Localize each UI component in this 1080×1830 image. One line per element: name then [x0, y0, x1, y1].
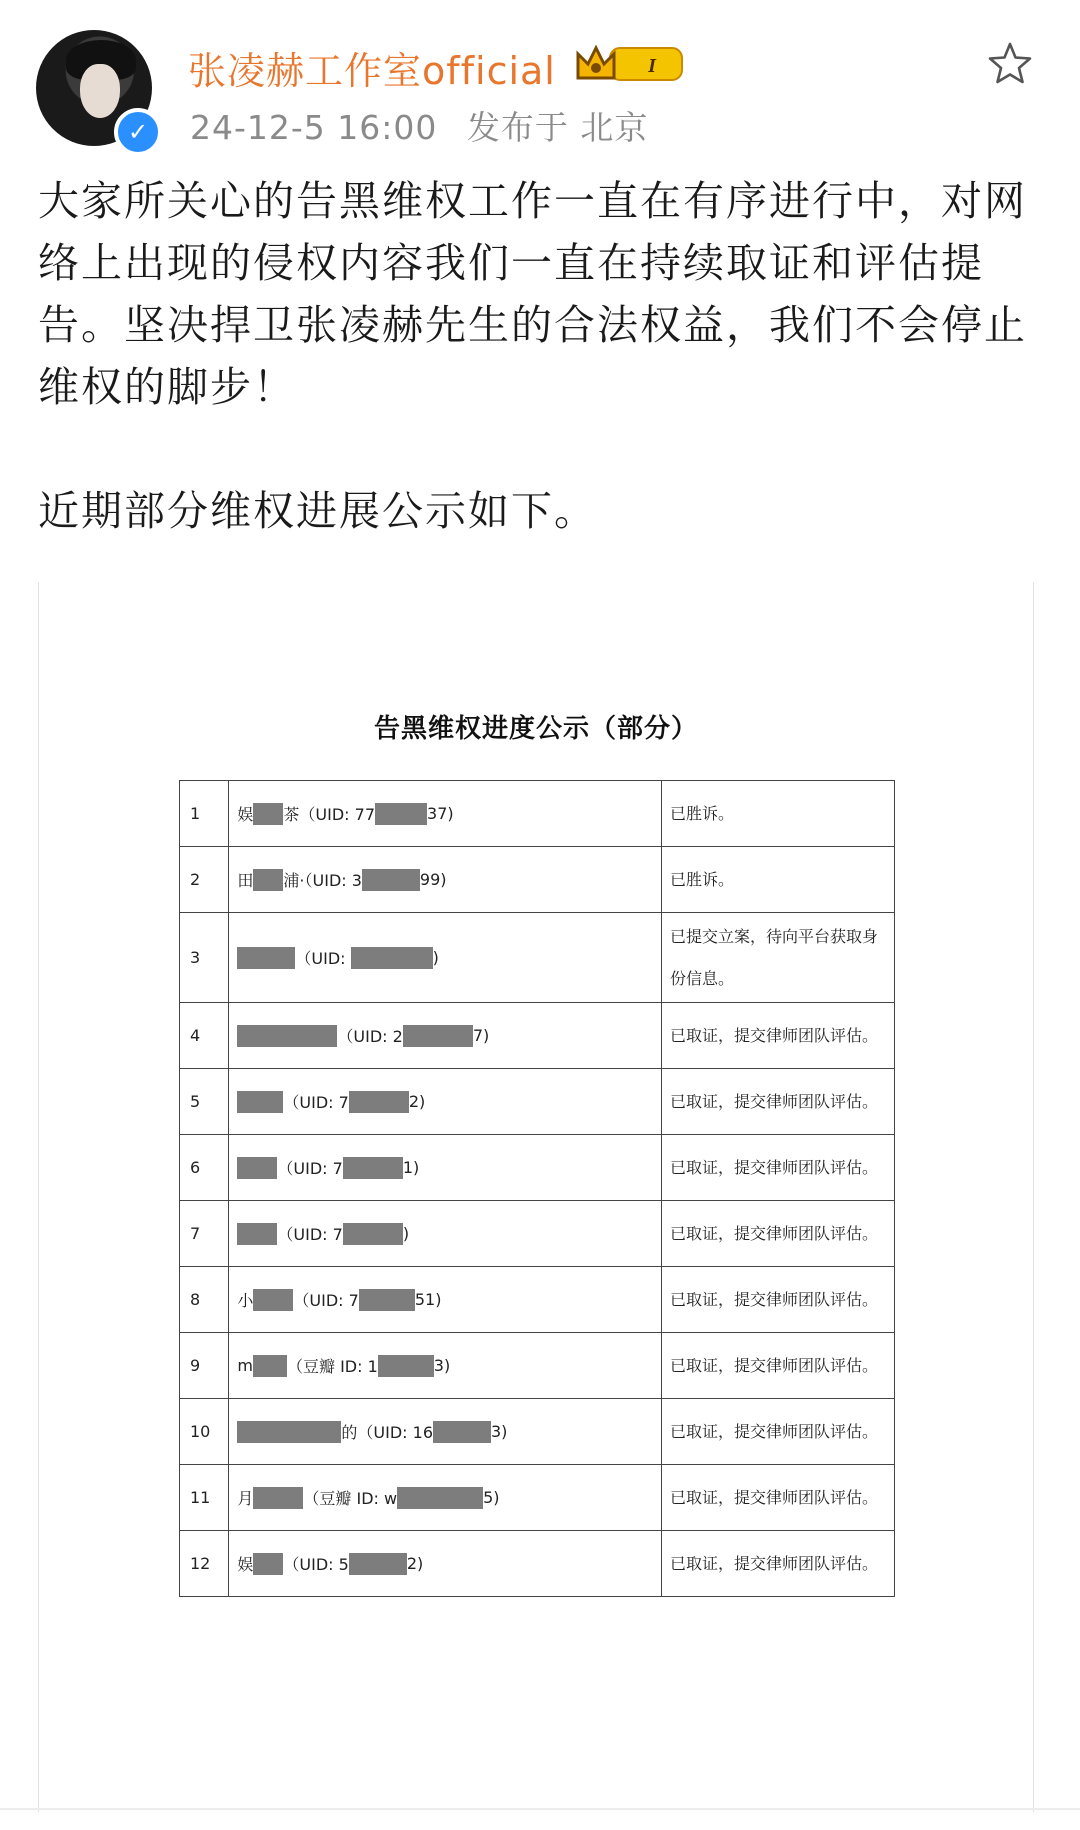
- post-body: [38, 170, 1048, 542]
- post-location: 发布于 北京: [466, 108, 649, 147]
- verified-check-icon: ✓: [114, 108, 162, 156]
- status-cell: 已取证，提交律师团队评估。: [662, 1003, 895, 1069]
- row-number: 7: [180, 1201, 229, 1267]
- redaction-block: [253, 869, 283, 891]
- account-cell: 娱 茶（UID: 77 37): [229, 781, 662, 847]
- table-row: [180, 1003, 895, 1069]
- account-cell: 小 （UID: 7 51): [229, 1267, 662, 1333]
- table-row: [180, 1531, 895, 1597]
- redaction-block: [397, 1487, 483, 1509]
- author-name[interactable]: 张凌赫工作室official: [188, 49, 556, 93]
- status-cell: 已胜诉。: [662, 847, 895, 913]
- account-cell: 月 （豆瓣 ID: w 5): [229, 1465, 662, 1531]
- status-cell: 已取证，提交律师团队评估。: [662, 1135, 895, 1201]
- table-row: [180, 1465, 895, 1531]
- row-number: 10: [180, 1399, 229, 1465]
- redaction-block: [375, 803, 427, 825]
- account-cell: （UID: 7 2): [229, 1069, 662, 1135]
- redaction-block: [351, 947, 433, 969]
- status-cell: 已胜诉。: [662, 781, 895, 847]
- post-meta: [190, 102, 648, 149]
- table-row: [180, 913, 895, 1003]
- row-number: 5: [180, 1069, 229, 1135]
- account-cell: 娱 （UID: 5 2): [229, 1531, 662, 1597]
- status-cell: 已取证，提交律师团队评估。: [662, 1069, 895, 1135]
- redaction-block: [362, 869, 420, 891]
- row-number: 6: [180, 1135, 229, 1201]
- row-number: 8: [180, 1267, 229, 1333]
- redaction-block: [343, 1157, 403, 1179]
- status-cell: 已取证，提交律师团队评估。: [662, 1333, 895, 1399]
- account-cell: 田 浦·（UID: 3 99): [229, 847, 662, 913]
- row-number: 4: [180, 1003, 229, 1069]
- post-paragraph-2: 近期部分维权进展公示如下。: [38, 487, 597, 535]
- redaction-block: [349, 1091, 409, 1113]
- table-row: [180, 1069, 895, 1135]
- redaction-block: [433, 1421, 491, 1443]
- redaction-block: [253, 1289, 293, 1311]
- redaction-block: [237, 1223, 277, 1245]
- table-row: [180, 1267, 895, 1333]
- status-cell: 已取证，提交律师团队评估。: [662, 1267, 895, 1333]
- redaction-block: [237, 1091, 283, 1113]
- row-number: 3: [180, 913, 229, 1003]
- account-cell: （UID: 7 ): [229, 1201, 662, 1267]
- redaction-block: [403, 1025, 473, 1047]
- redaction-block: [349, 1553, 407, 1575]
- star-outline-icon[interactable]: [986, 40, 1034, 88]
- table-row: [180, 1201, 895, 1267]
- redaction-block: [378, 1355, 434, 1377]
- status-cell: 已取证，提交律师团队评估。: [662, 1465, 895, 1531]
- redaction-block: [359, 1289, 415, 1311]
- document-image[interactable]: [38, 582, 1034, 1812]
- redaction-block: [253, 803, 283, 825]
- status-cell: 已提交立案，待向平台获取身份信息。: [662, 913, 895, 1003]
- table-row: [180, 781, 895, 847]
- document-title: 告黑维权进度公示（部分）: [373, 714, 698, 744]
- level-badge-label: I: [648, 55, 656, 77]
- table-row: [180, 1399, 895, 1465]
- row-number: 12: [180, 1531, 229, 1597]
- avatar-face: [80, 64, 120, 118]
- redaction-block: [237, 1157, 277, 1179]
- redaction-block: [237, 1025, 337, 1047]
- status-cell: 已取证，提交律师团队评估。: [662, 1201, 895, 1267]
- table-row: [180, 847, 895, 913]
- post-paragraph-1: 大家所关心的告黑维权工作一直在有序进行中，对网络上出现的侵权内容我们一直在持续取证和评估提告。坚决捍卫张凌赫先生的合法权益，我们不会停止维权的脚步！: [38, 177, 1027, 411]
- row-number: 9: [180, 1333, 229, 1399]
- table-row: [180, 1333, 895, 1399]
- divider: [0, 1808, 1080, 1810]
- table-row: [180, 1135, 895, 1201]
- redaction-block: [253, 1355, 287, 1377]
- status-cell: 已取证，提交律师团队评估。: [662, 1399, 895, 1465]
- account-cell: 的（UID: 16 3): [229, 1399, 662, 1465]
- account-cell: （UID: 7 1): [229, 1135, 662, 1201]
- redaction-block: [237, 1421, 341, 1443]
- redaction-block: [253, 1487, 303, 1509]
- crown-level-badge-icon[interactable]: [574, 42, 686, 86]
- post-timestamp: 24-12-5 16:00: [190, 108, 438, 147]
- row-number: 1: [180, 781, 229, 847]
- account-cell: m （豆瓣 ID: 1 3): [229, 1333, 662, 1399]
- account-cell: （UID: ): [229, 913, 662, 1003]
- progress-table: [179, 780, 895, 1597]
- row-number: 2: [180, 847, 229, 913]
- redaction-block: [237, 947, 295, 969]
- status-cell: 已取证，提交律师团队评估。: [662, 1531, 895, 1597]
- redaction-block: [343, 1223, 403, 1245]
- row-number: 11: [180, 1465, 229, 1531]
- account-cell: （UID: 2 7): [229, 1003, 662, 1069]
- redaction-block: [253, 1553, 283, 1575]
